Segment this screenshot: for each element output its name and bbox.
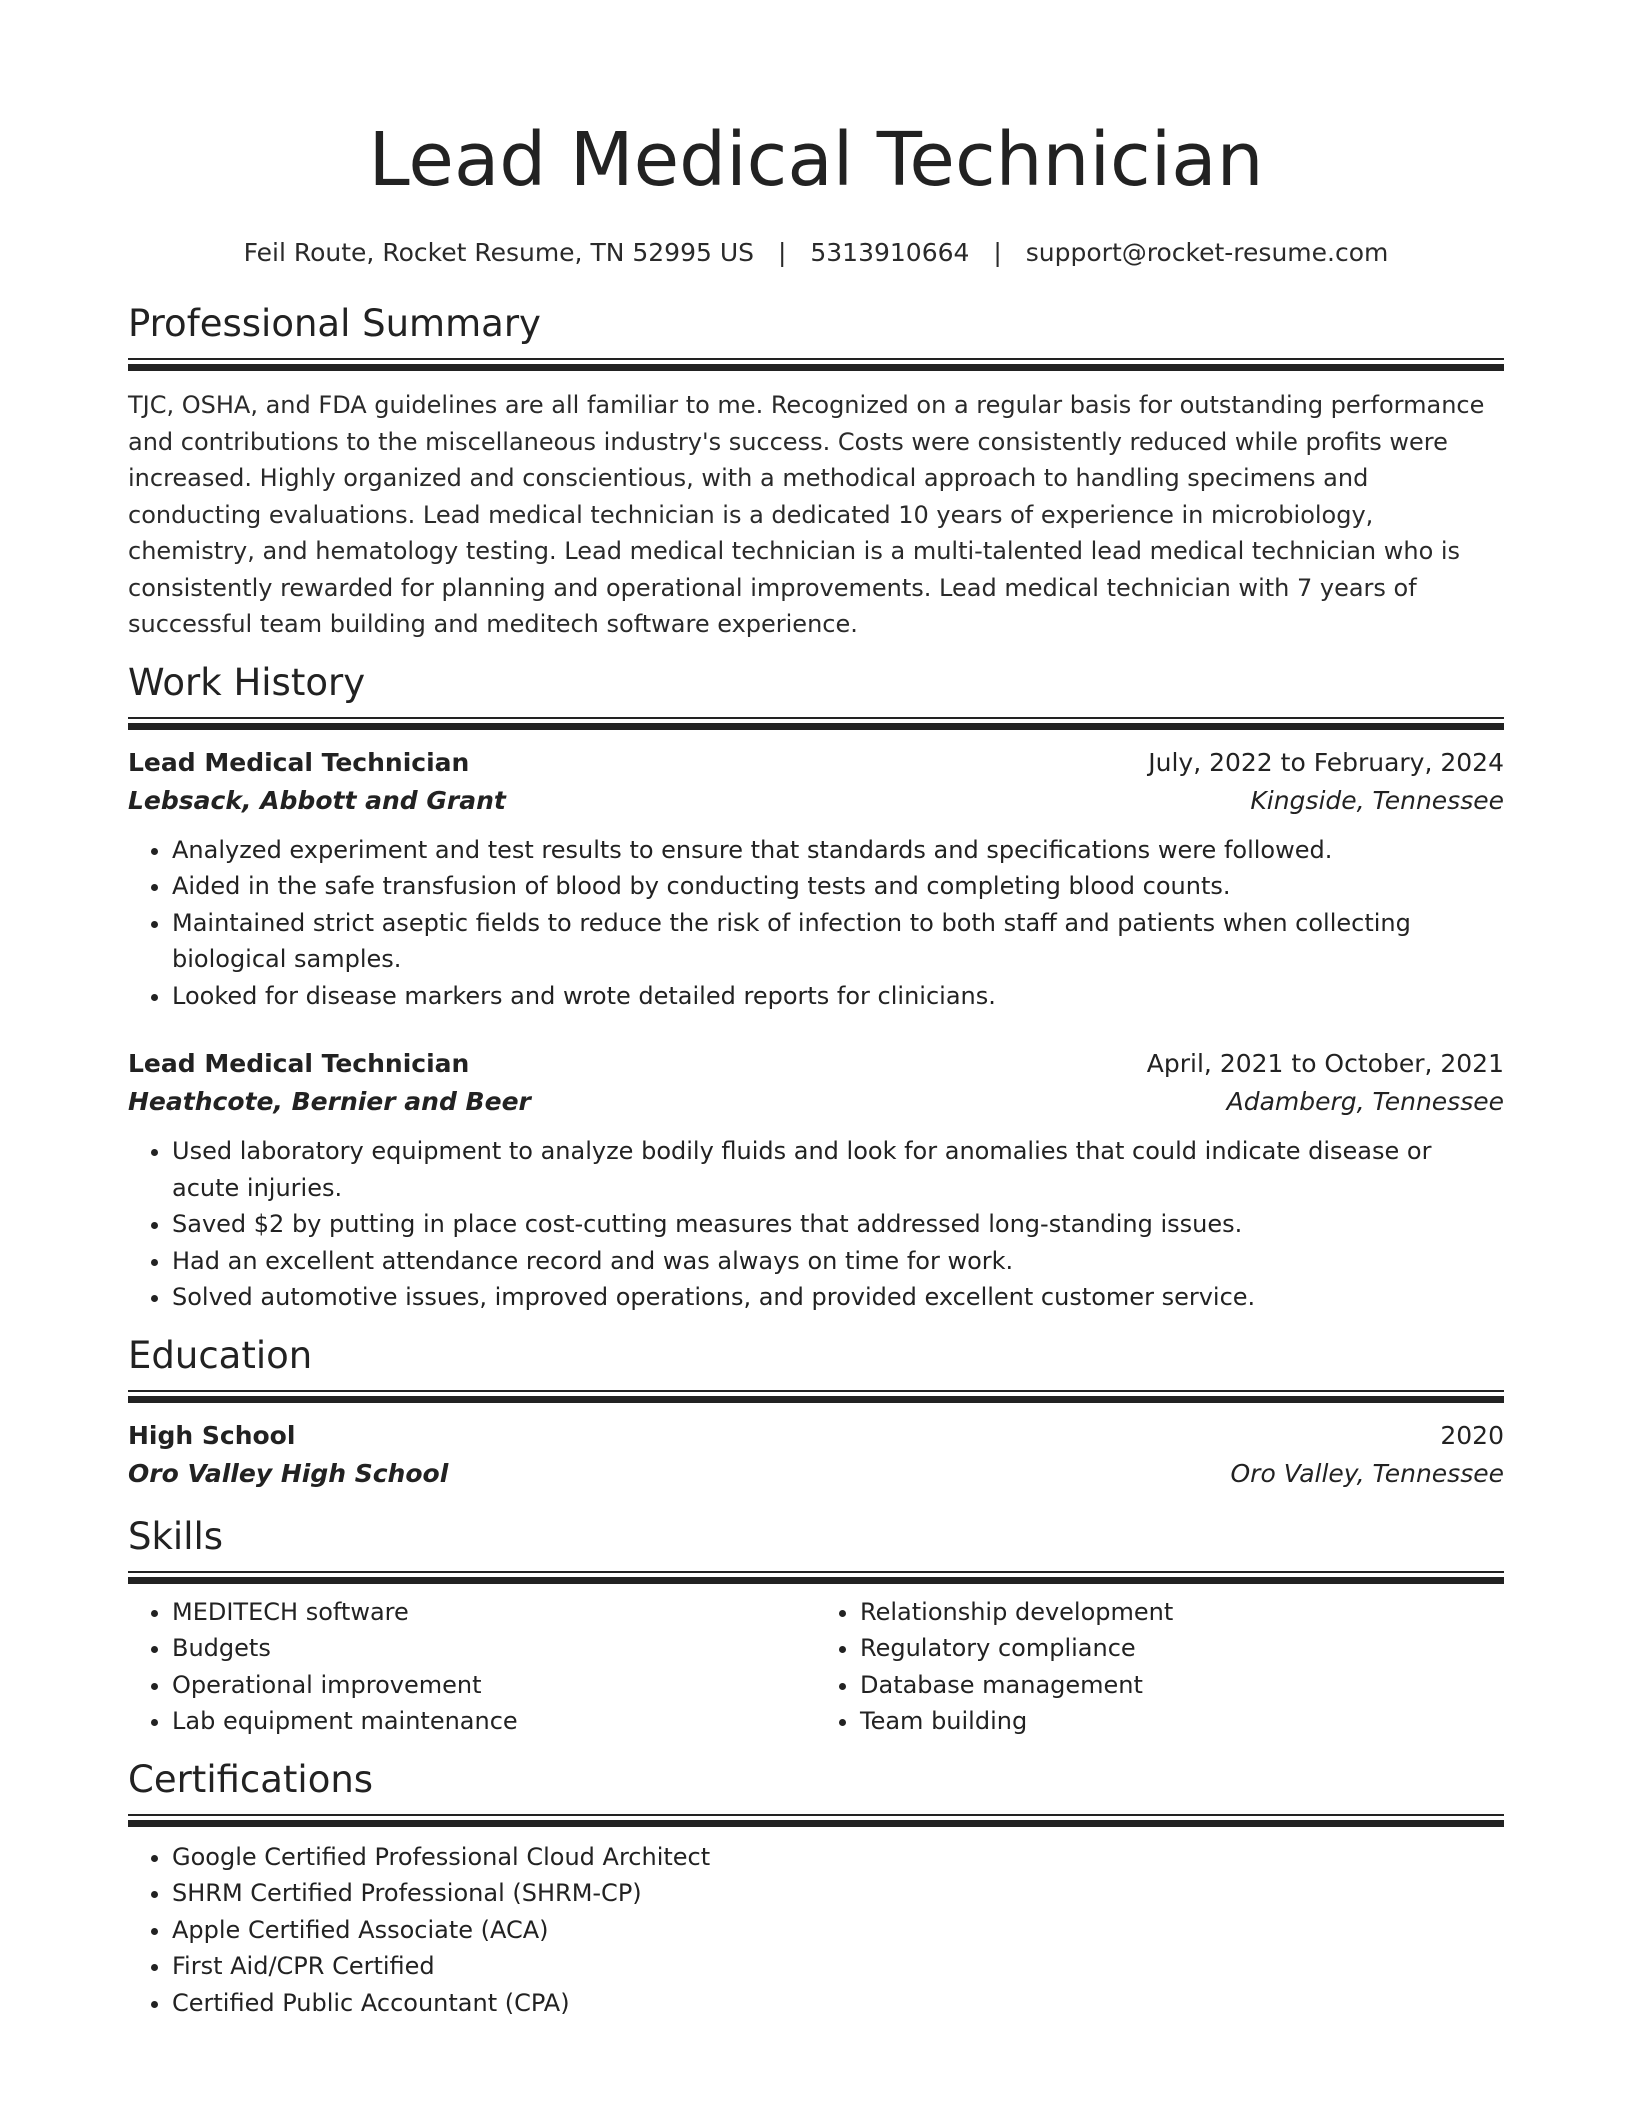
education-section — [128, 1332, 1504, 1493]
education-school: Oro Valley High School — [128, 1458, 449, 1488]
skill-item: • Operational improvement — [172, 1667, 816, 1704]
work-heading: Work History — [128, 660, 366, 704]
education-location: Oro Valley, Tennessee — [1230, 1458, 1504, 1488]
contact-phone: 5313910664 — [810, 238, 970, 267]
job-bullet: • Solved automotive issues, improved operations, and provided excellent customer service. — [172, 1279, 1504, 1316]
section-rule — [128, 717, 1504, 719]
job-title: Lead Medical Technician — [128, 1049, 470, 1078]
job-bullets — [128, 832, 1504, 1015]
section-rule-thick — [128, 364, 1504, 371]
job-bullets — [128, 1133, 1504, 1316]
education-entry — [128, 1417, 1504, 1493]
skills-list-right — [816, 1594, 1504, 1740]
certification-item: • Apple Certified Associate (ACA) — [172, 1912, 1504, 1949]
contact-line — [128, 236, 1504, 270]
education-year: 2020 — [1440, 1420, 1504, 1450]
certification-item: • SHRM Certified Professional (SHRM-CP) — [172, 1875, 1504, 1912]
section-rule-thick — [128, 1820, 1504, 1827]
job-entry — [128, 744, 1504, 1015]
certification-item: • Certified Public Accountant (CPA) — [172, 1985, 1504, 2022]
summary-heading: Professional Summary — [128, 302, 541, 345]
education-heading: Education — [128, 1333, 313, 1377]
job-title: Lead Medical Technician — [128, 747, 470, 777]
job-header — [128, 1045, 1504, 1083]
skill-item: • Regulatory compliance — [860, 1630, 1504, 1667]
section-rule-thick — [128, 1396, 1504, 1403]
skill-item: • Relationship development — [860, 1594, 1504, 1631]
section-rule-thick — [128, 723, 1504, 730]
education-header — [128, 1417, 1504, 1455]
education-degree: High School — [128, 1420, 296, 1450]
section-rule — [128, 1814, 1504, 1816]
section-rule — [128, 1571, 1504, 1573]
job-bullet: • Looked for disease markers and wrote detailed reports for clinicians. — [172, 978, 1504, 1015]
contact-separator: | — [993, 238, 1002, 267]
skills-heading: Skills — [128, 1514, 224, 1558]
job-subheader — [128, 1083, 1504, 1121]
job-company: Lebsack, Abbott and Grant — [128, 785, 506, 815]
skill-item: • Team building — [860, 1703, 1504, 1740]
skill-item: • Database management — [860, 1667, 1504, 1704]
certifications-heading: Certifications — [128, 1757, 374, 1801]
section-rule — [128, 358, 1504, 360]
summary-text: TJC, OSHA, and FDA guidelines are all familiar to me. Recognized on a regular basis for outstanding performance and contributions to the miscellaneous industry's success. Costs were consistently reduced while profits were increased. Highly organized and conscientious, with a methodical approach to handling specimens and conducting evaluations. Lead medical technician is a dedicated 10 years of experience in microbiology, chemistry, and hematology testing. Lead medical technician is a multi-talented lead medical technician who is consistently rewarded for planning and operational improvements. Lead medical technician with 7 years of successful team building and meditech software experience. — [128, 391, 1485, 638]
work-section — [128, 659, 1504, 1316]
certifications-list — [128, 1839, 1504, 2022]
certification-item: • Google Certified Professional Cloud Architect — [172, 1839, 1504, 1876]
skills-section — [128, 1513, 1504, 1740]
job-header — [128, 744, 1504, 782]
job-bullet: • Saved $2 by putting in place cost-cutting measures that addressed long-standing issues. — [172, 1206, 1504, 1243]
skills-list-left — [128, 1594, 816, 1740]
job-bullet: • Used laboratory equipment to analyze bodily fluids and look for anomalies that could indicate disease or acute injuries. — [172, 1133, 1504, 1206]
certifications-section — [128, 1756, 1504, 2022]
summary-section — [128, 300, 1504, 643]
contact-separator: | — [777, 238, 787, 267]
job-bullet: • Had an excellent attendance record and was always on time for work. — [172, 1243, 1504, 1280]
job-location: Adamberg, Tennessee — [1226, 1087, 1504, 1116]
skill-item: • Lab equipment maintenance — [172, 1703, 816, 1740]
contact-email: support@rocket-resume.com — [1025, 238, 1389, 267]
job-bullet: • Analyzed experiment and test results to ensure that standards and specifications were followed. — [172, 832, 1504, 869]
education-subheader — [128, 1455, 1504, 1493]
section-rule — [128, 1390, 1504, 1392]
skill-item: • MEDITECH software — [172, 1594, 816, 1631]
skill-item: • Budgets — [172, 1630, 816, 1667]
job-subheader — [128, 782, 1504, 820]
certification-item: • First Aid/CPR Certified — [172, 1948, 1504, 1985]
job-entry — [128, 1045, 1504, 1316]
job-bullet: • Maintained strict aseptic fields to reduce the risk of infection to both staff and patients when collecting biological samples. — [172, 905, 1504, 978]
resume-title: Lead Medical Technician — [368, 117, 1264, 203]
job-location: Kingside, Tennessee — [1250, 785, 1504, 815]
job-dates: April, 2021 to October, 2021 — [1146, 1049, 1504, 1078]
job-company: Heathcote, Bernier and Beer — [128, 1087, 531, 1116]
job-dates: July, 2022 to February, 2024 — [1148, 747, 1504, 777]
resume-page — [128, 0, 1504, 2021]
contact-address: Feil Route, Rocket Resume, TN 52995 US — [243, 238, 755, 267]
section-rule-thick — [128, 1577, 1504, 1584]
job-bullet: • Aided in the safe transfusion of blood by conducting tests and completing blood counts. — [172, 868, 1504, 905]
skills-columns — [128, 1594, 1504, 1740]
